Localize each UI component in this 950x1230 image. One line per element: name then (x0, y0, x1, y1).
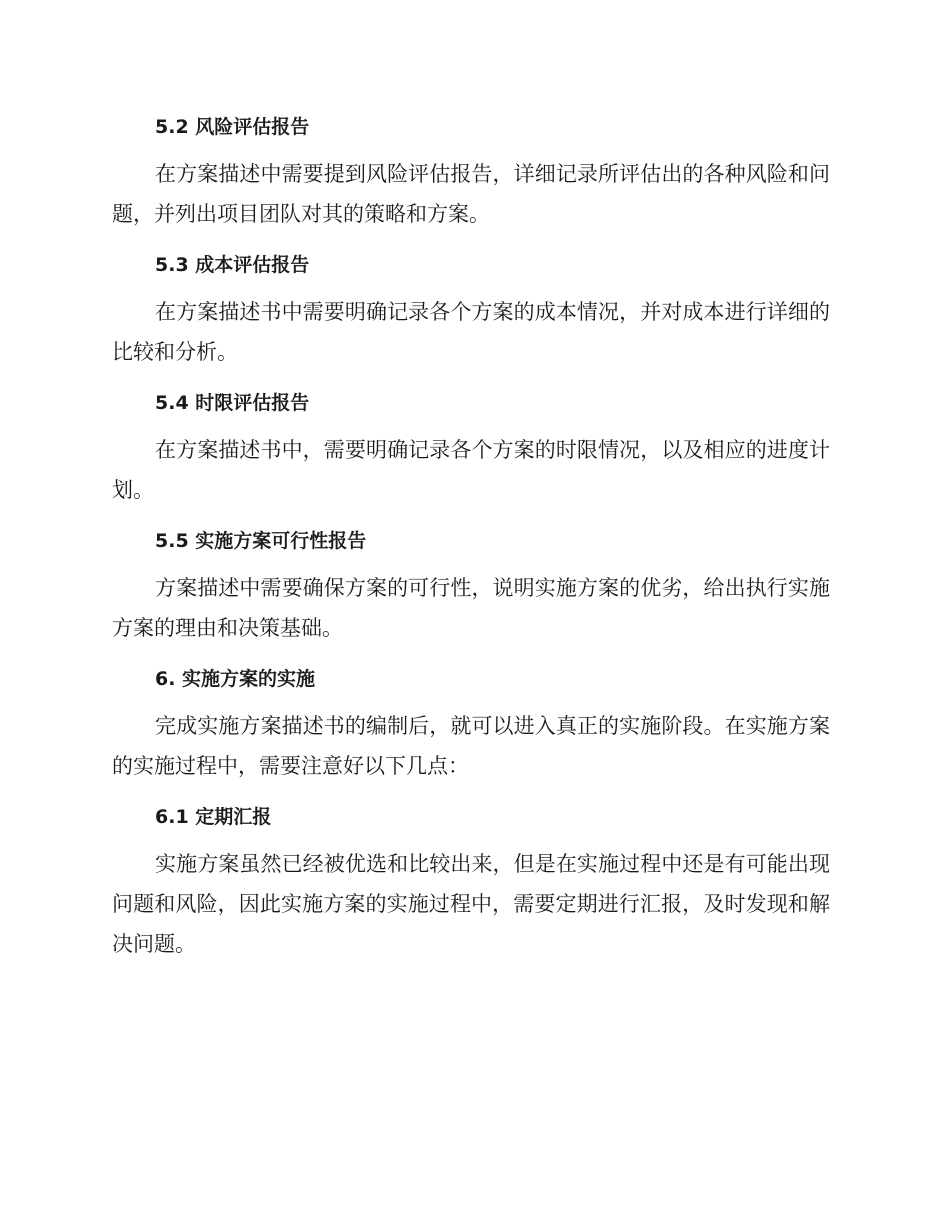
section-heading-6: 6. 实施方案的实施 (155, 668, 316, 690)
document-page (112, 108, 830, 976)
section-heading-5-2: 5.2 风险评估报告 (155, 116, 310, 138)
section-body-6: 完成实施方案描述书的编制后，就可以进入真正的实施阶段。在实施方案的实施过程中，需要注意好以下几点： (112, 714, 830, 778)
section-heading-5-3: 5.3 成本评估报告 (155, 254, 310, 276)
section-body-5-5: 方案描述中需要确保方案的可行性，说明实施方案的优劣，给出执行实施方案的理由和决策基础。 (112, 576, 830, 640)
section-body-5-2: 在方案描述中需要提到风险评估报告，详细记录所评估出的各种风险和问题，并列出项目团队对其的策略和方案。 (112, 162, 830, 226)
section-heading-6-1: 6.1 定期汇报 (155, 806, 272, 828)
section-heading-5-4: 5.4 时限评估报告 (155, 392, 310, 414)
section-body-5-3: 在方案描述书中需要明确记录各个方案的成本情况，并对成本进行详细的比较和分析。 (112, 300, 830, 364)
section-heading-5-5: 5.5 实施方案可行性报告 (155, 530, 367, 552)
section-body-6-1: 实施方案虽然已经被优选和比较出来，但是在实施过程中还是有可能出现问题和风险，因此实施方案的实施过程中，需要定期进行汇报，及时发现和解决问题。 (112, 852, 830, 956)
section-body-5-4: 在方案描述书中，需要明确记录各个方案的时限情况，以及相应的进度计划。 (112, 438, 830, 502)
